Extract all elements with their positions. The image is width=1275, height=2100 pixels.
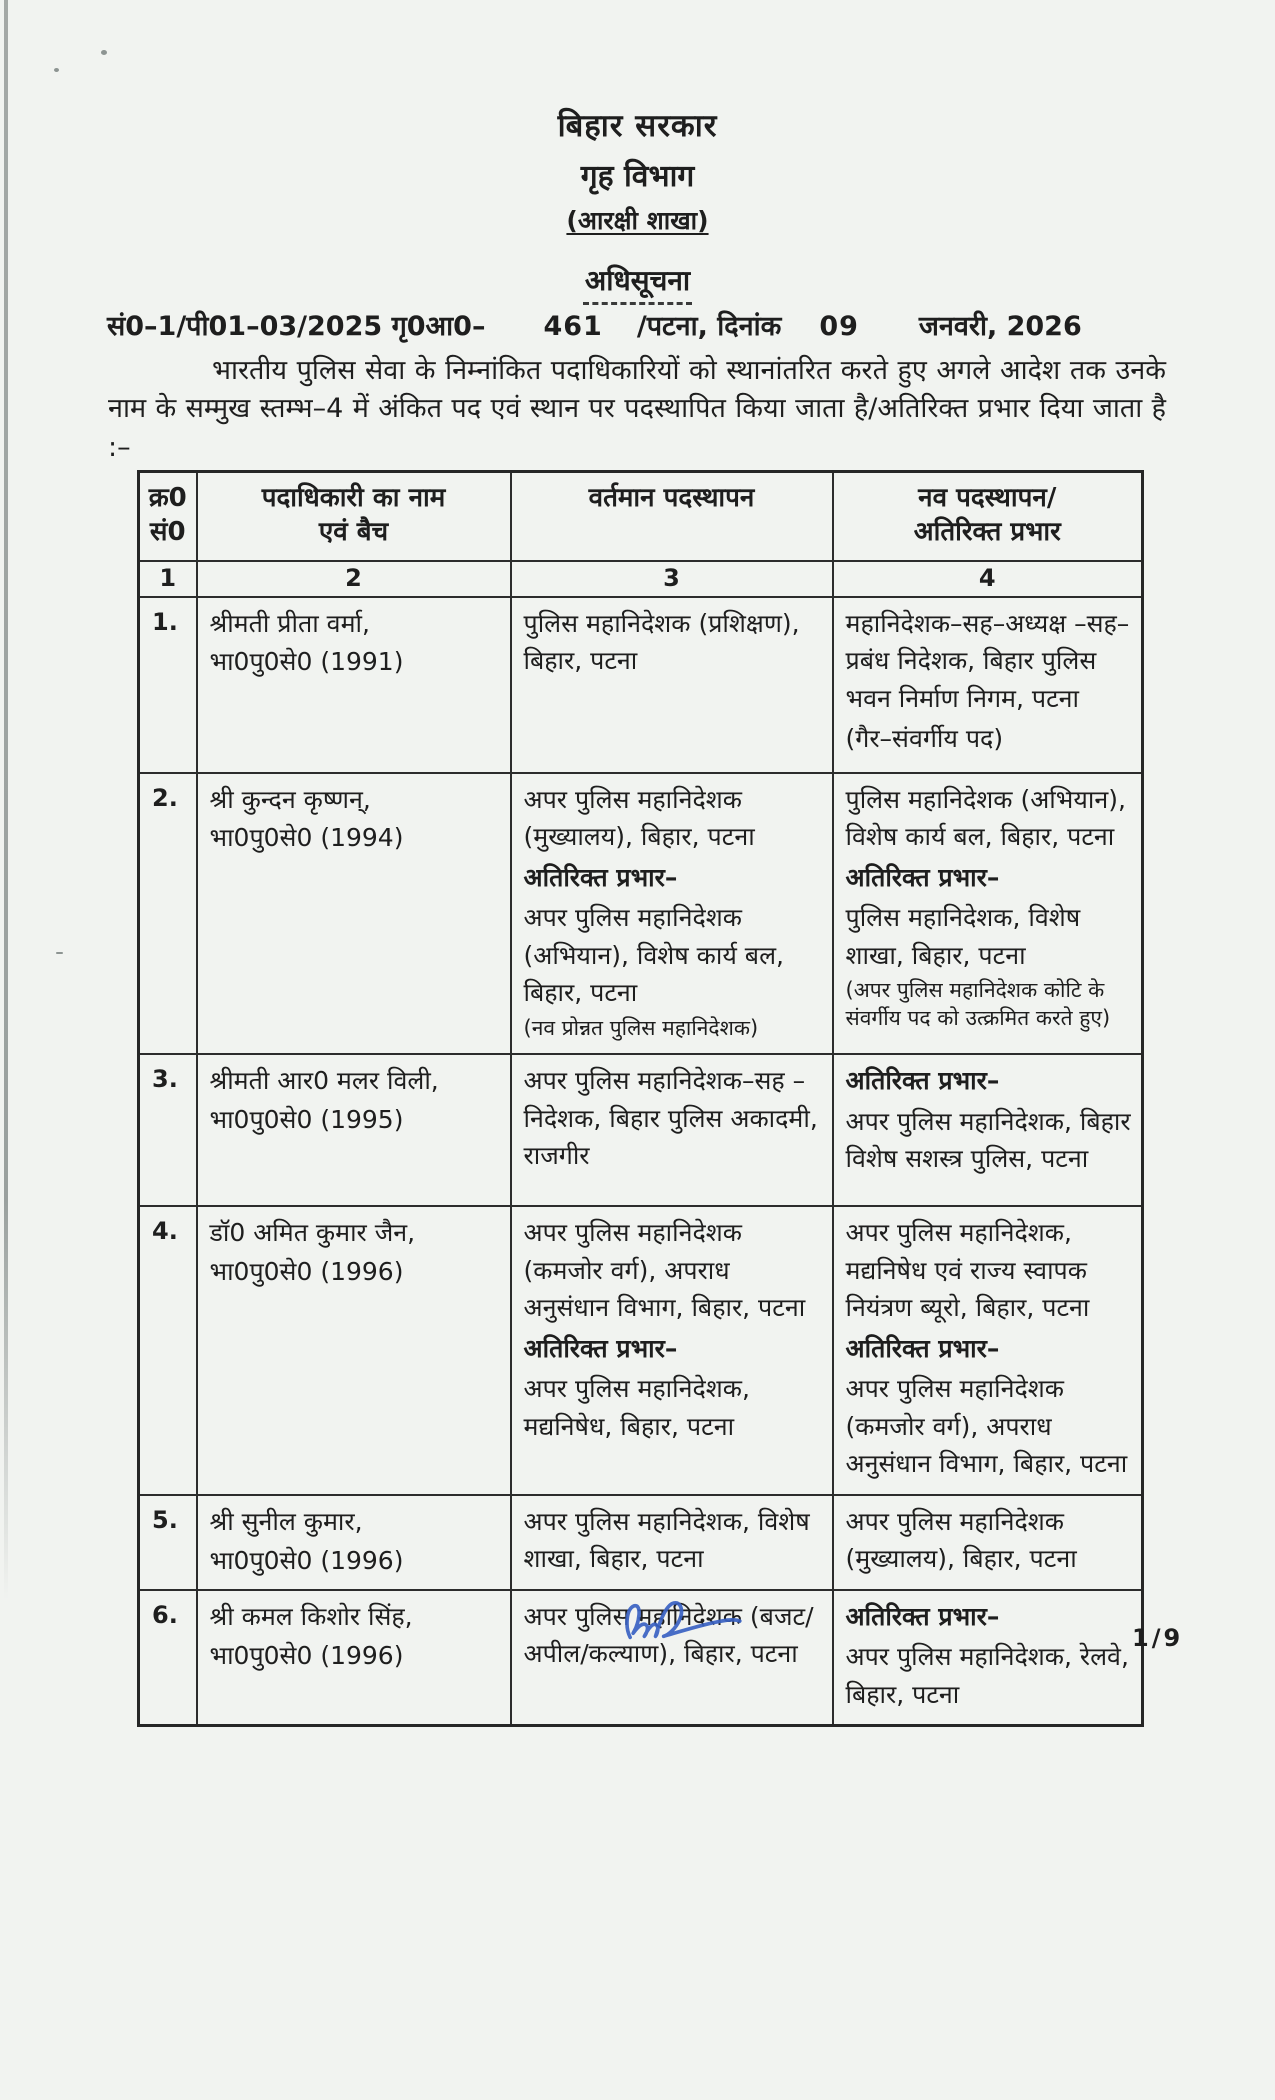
page-number: 1/9	[1132, 1624, 1184, 1652]
notification-title: अधिसूचना	[583, 261, 692, 305]
cell-text: अतिरिक्त प्रभार–	[845, 1601, 1000, 1631]
header-new-posting-line1: नव पदस्थापन/	[918, 483, 1057, 513]
table-row	[139, 1206, 1143, 1495]
cell-text: अपर पुलिस महानिदेशक (कमजोर वर्ग), अपराध अनुसंधान विभाग, बिहार, पटना	[523, 1218, 806, 1323]
cell-text: अपर पुलिस महानिदेशक, रेलवे, बिहार, पटना	[845, 1642, 1129, 1709]
cell-text: पुलिस महानिदेशक, विशेष शाखा, बिहार, पटना	[845, 903, 1081, 970]
letter-number: 461	[543, 311, 603, 342]
header-new-posting-line2: अतिरिक्त प्रभार	[913, 517, 1061, 548]
cell-text: अतिरिक्त प्रभार–	[845, 862, 1000, 892]
ink-signature-icon	[622, 1592, 754, 1642]
officer-name-line: श्री कमल किशोर सिंह,	[209, 1601, 413, 1631]
column-number-1: 1	[139, 561, 197, 597]
name-cell	[197, 597, 511, 773]
intro-paragraph: भारतीय पुलिस सेवा के निम्नांकित पदाधिकारियों को स्थानांतरित करते हुए अगले आदेश तक उनके नाम के सम्मुख स्तम्भ–4 में अंकित पद एवं स्थान पर पदस्थापित किया जाता है/अतिरिक्त प्रभार दिया जाता है :–	[108, 355, 1166, 463]
header-officer-name	[197, 472, 511, 561]
cell-text: अपर पुलिस महानिदेशक, मद्यनिषेध, बिहार, पटना	[523, 1374, 750, 1441]
table-header-row	[139, 472, 1143, 561]
current-posting-cell	[511, 1054, 833, 1206]
scan-speck	[54, 68, 59, 72]
new-posting-cell	[833, 1206, 1143, 1495]
new-posting-cell	[833, 1054, 1143, 1206]
current-posting-cell	[511, 597, 833, 773]
cell-text: अपर पुलिस महानिदेशक (मुख्यालय), बिहार, पटना	[523, 784, 755, 852]
cell-text: पुलिस महानिदेशक (अभियान), विशेष कार्य बल, बिहार, पटना	[845, 784, 1126, 852]
serial-cell: 5.	[139, 1495, 197, 1590]
officer-name-line: डॉ0 अमित कुमार जैन,	[209, 1218, 416, 1248]
cell-text: अपर पुलिस महानिदेशक, मद्यनिषेध एवं राज्य स्वापक नियंत्रण ब्यूरो, बिहार, पटना	[845, 1218, 1090, 1323]
officer-name-line: श्रीमती आर0 मलर विली,	[209, 1066, 439, 1096]
new-posting-cell	[833, 773, 1143, 1055]
name-cell	[197, 1206, 511, 1495]
current-posting-cell	[511, 1495, 833, 1590]
header-officer-name-line2: एवं बैच	[318, 517, 389, 548]
header-serial-line2: सं0	[149, 517, 186, 548]
cell-text: महानिदेशक–सह–अध्यक्ष –सह–प्रबंध निदेशक, बिहार पुलिस भवन निर्माण निगम, पटना	[845, 608, 1130, 713]
transfer-table-rows	[139, 597, 1143, 1726]
cell-text: पुलिस महानिदेशक (प्रशिक्षण), बिहार, पटना	[523, 608, 800, 676]
cell-text: अपर पुलिस महानिदेशक (बजट/अपील/कल्याण), बिहार, पटना	[523, 1601, 814, 1669]
cell-text: अतिरिक्त प्रभार–	[845, 1333, 1000, 1363]
current-posting-cell	[511, 1206, 833, 1495]
scan-speck	[56, 952, 63, 954]
officer-name-line: श्री सुनील कुमार,	[209, 1506, 363, 1536]
header-current-posting	[511, 472, 833, 561]
cell-text: अपर पुलिस महानिदेशक, विशेष शाखा, बिहार, पटना	[523, 1506, 810, 1574]
name-cell	[197, 1054, 511, 1206]
officer-name-line: भा0पु0से0 (1991)	[209, 647, 404, 677]
new-posting-cell	[833, 597, 1143, 773]
place-date-label: /पटना, दिनांक	[636, 311, 782, 342]
column-number-3: 3	[511, 561, 833, 597]
officer-name-line: भा0पु0से0 (1996)	[209, 1640, 404, 1670]
serial-cell: 6.	[139, 1590, 197, 1726]
cell-text: अतिरिक्त प्रभार–	[523, 862, 678, 892]
department-title: गृह विभाग	[580, 159, 695, 194]
officer-name-line: भा0पु0से0 (1996)	[209, 1257, 404, 1287]
date-month-year: जनवरी, 2026	[918, 311, 1082, 342]
table-row	[139, 1054, 1143, 1206]
transfer-table	[137, 470, 1144, 1727]
name-cell	[197, 773, 511, 1055]
scan-speck	[101, 50, 107, 55]
cell-text: अपर पुलिस महानिदेशक (कमजोर वर्ग), अपराध अनुसंधान विभाग, बिहार, पटना	[845, 1374, 1128, 1479]
column-number-2: 2	[197, 561, 511, 597]
name-cell	[197, 1590, 511, 1726]
officer-name-line: भा0पु0से0 (1994)	[209, 823, 404, 853]
serial-cell: 1.	[139, 597, 197, 773]
reference-line	[107, 306, 1169, 343]
date-day: 09	[819, 311, 859, 342]
branch-subtitle: (आरक्षी शाखा)	[566, 206, 709, 235]
column-number-row	[139, 561, 1143, 597]
header-new-posting	[833, 472, 1143, 561]
officer-name-line: श्रीमती प्रीता वर्मा,	[209, 608, 370, 638]
cell-text: अपर पुलिस महानिदेशक, बिहार विशेष सशस्त्र पुलिस, पटना	[845, 1106, 1131, 1174]
column-number-4: 4	[833, 561, 1143, 597]
table-row	[139, 1495, 1143, 1590]
reference-number-prefix: सं0–1/पी01–03/2025 गृ0आ0–	[107, 311, 486, 342]
cell-text: अतिरिक्त प्रभार–	[845, 1066, 1000, 1096]
cell-text: (गैर–संवर्गीय पद)	[845, 724, 1004, 754]
officer-name-line: भा0पु0से0 (1995)	[209, 1105, 404, 1135]
new-posting-cell	[833, 1495, 1143, 1590]
government-title: बिहार सरकार	[557, 108, 718, 144]
serial-cell: 4.	[139, 1206, 197, 1495]
officer-name-line: भा0पु0से0 (1996)	[209, 1545, 404, 1575]
cell-text: (अपर पुलिस महानिदेशक कोटि के संवर्गीय पद को उत्क्रमित करते हुए)	[845, 978, 1111, 1030]
name-cell	[197, 1495, 511, 1590]
new-posting-cell	[833, 1590, 1143, 1726]
serial-cell: 2.	[139, 773, 197, 1055]
header-serial	[139, 472, 197, 561]
header-current-posting-line1: वर्तमान पदस्थापन	[588, 483, 755, 513]
table-row	[139, 597, 1143, 773]
serial-cell: 3.	[139, 1054, 197, 1206]
cell-text: (नव प्रोन्नत पुलिस महानिदेशक)	[523, 1015, 759, 1040]
header-officer-name-line1: पदाधिकारी का नाम	[261, 483, 446, 513]
cell-text: अपर पुलिस महानिदेशक (अभियान), विशेष कार्य बल, बिहार, पटना	[523, 903, 784, 1008]
table-row	[139, 773, 1143, 1055]
officer-name-line: श्री कुन्दन कृष्णन्,	[209, 784, 371, 814]
header-serial-line1: क्र0	[148, 483, 187, 513]
cell-text: अतिरिक्त प्रभार–	[523, 1333, 678, 1363]
cell-text: अपर पुलिस महानिदेशक–सह –निदेशक, बिहार पुलिस अकादमी, राजगीर	[523, 1066, 818, 1171]
letterhead	[0, 104, 1275, 305]
current-posting-cell	[511, 773, 833, 1055]
cell-text: अपर पुलिस महानिदेशक (मुख्यालय), बिहार, पटना	[845, 1506, 1077, 1574]
